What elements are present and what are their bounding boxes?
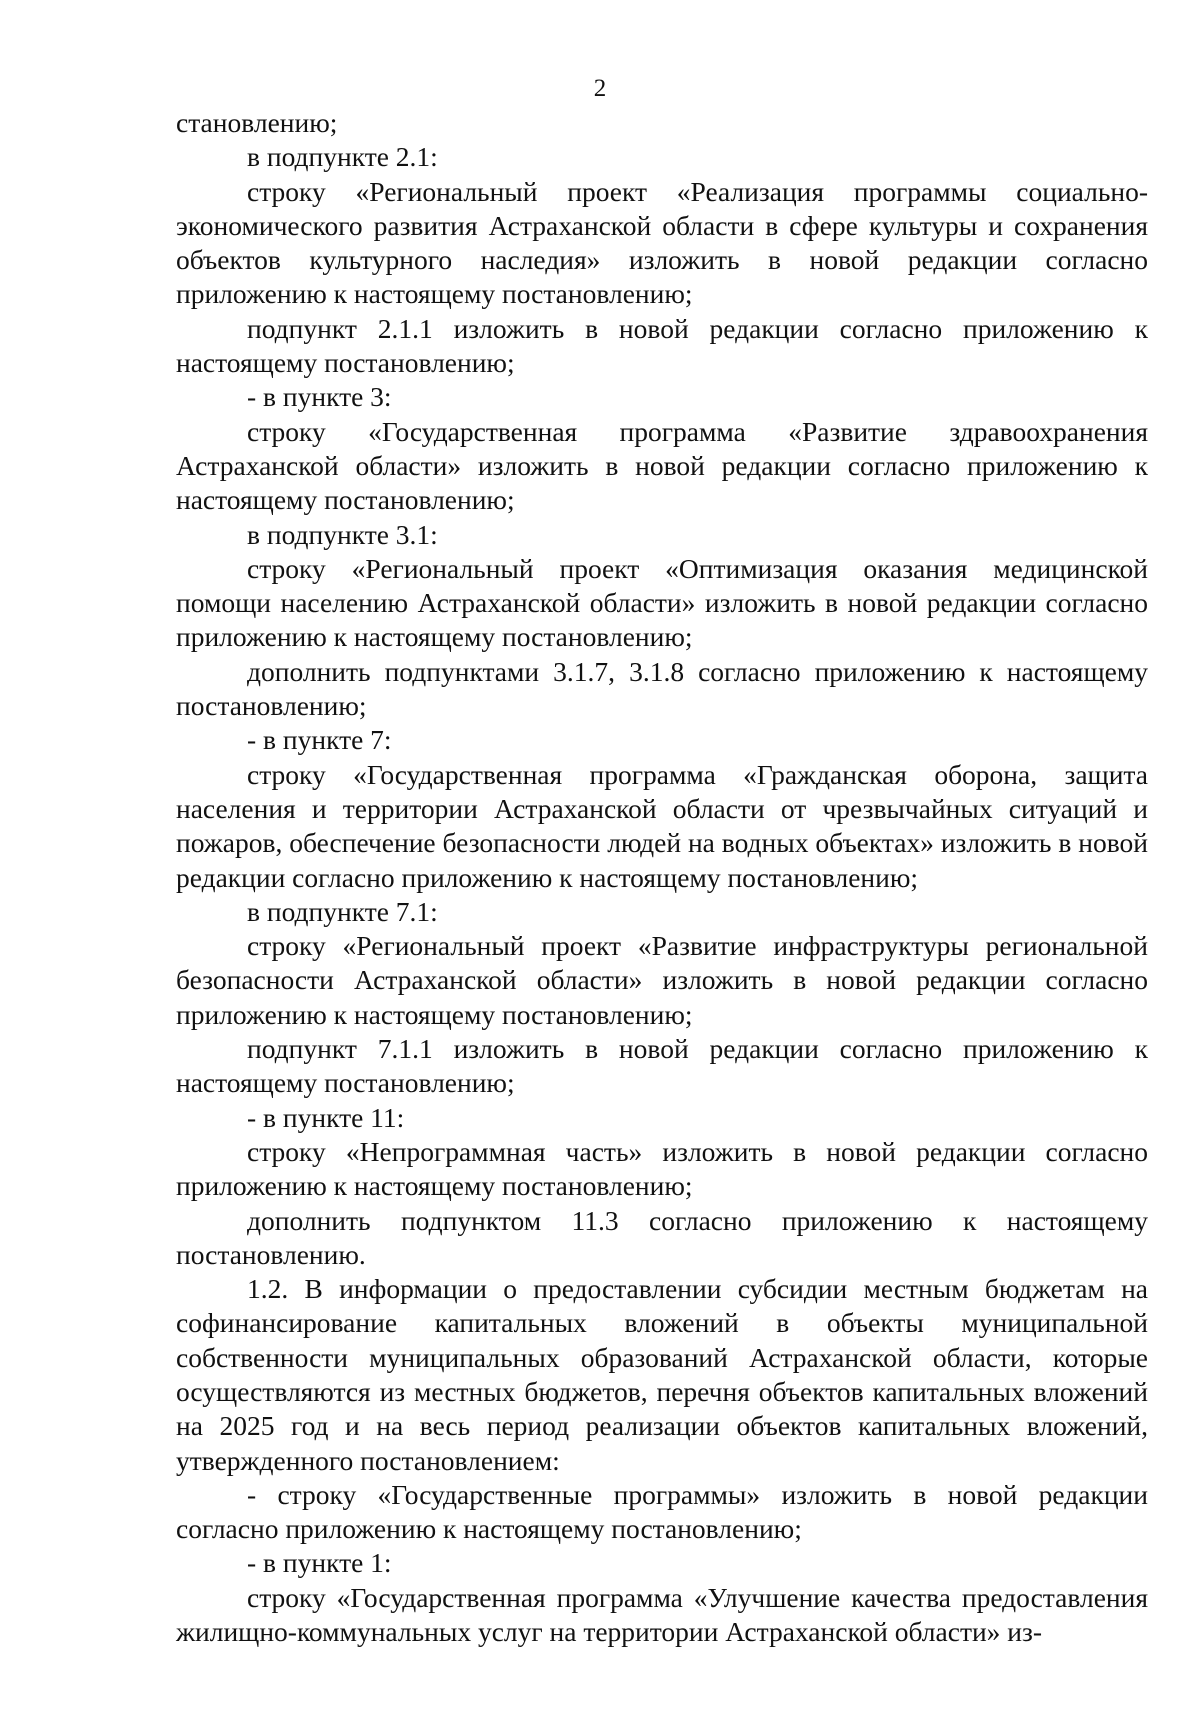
paragraph: строку «Государственная программа «Улучшение качества предоставления жилищно-коммунальных услуг на территории Астраханской области» из- — [176, 1581, 1148, 1648]
paragraph: подпункт 2.1.1 изложить в новой редакции согласно приложению к настоящему постановлению; — [176, 312, 1148, 379]
document-body — [176, 106, 1148, 1649]
paragraph: строку «Региональный проект «Развитие инфраструктуры региональной безопасности Астраханской области» изложить в новой редакции согласно приложению к настоящему постановлению; — [176, 930, 1148, 1030]
paragraph: - строку «Государственные программы» изложить в новой редакции согласно приложению к настоящему постановлению; — [176, 1478, 1148, 1545]
paragraph: - в пункте 1: — [247, 1547, 392, 1579]
paragraph: строку «Государственная программа «Развитие здравоохранения Астраханской области» изложить в новой редакции согласно приложению к настоящему постановлению; — [176, 415, 1148, 516]
paragraph: - в пункте 7: — [247, 724, 392, 756]
paragraph: в подпункте 3.1: — [247, 518, 438, 550]
paragraph: дополнить подпунктом 11.3 согласно приложению к настоящему постановлению. — [176, 1204, 1148, 1270]
paragraph: становлению; — [176, 107, 338, 138]
paragraph: - в пункте 3: — [247, 381, 392, 413]
paragraph: строку «Государственная программа «Гражданская оборона, защита населения и территории Астраханской области от чрезвычайных ситуаций и пожаров, обеспечение безопасности людей на водных объектах» изложить в новой редакции согласно приложению к настоящему постановлению; — [176, 758, 1148, 893]
paragraph: строку «Непрограммная часть» изложить в новой редакции согласно приложению к настоящему постановлению; — [176, 1135, 1148, 1202]
paragraph: 1.2. В информации о предоставлении субсидии местным бюджетам на софинансирование капитальных вложений в объекты муниципальной собственности муниципальных образований Астраханской области, которые осуществляются из местных бюджетов, перечня объектов капитальных вложений на 2025 год и на весь период реализации объектов капитальных вложений, утвержденного постановлением: — [176, 1273, 1148, 1476]
paragraph: строку «Региональный проект «Реализация программы социально-экономического развития Астраханской области в сфере культуры и сохранения объектов культурного наследия» изложить в новой редакции согласно приложению к настоящему постановлению; — [176, 175, 1148, 310]
paragraph: дополнить подпунктами 3.1.7, 3.1.8 согласно приложению к настоящему постановлению; — [176, 655, 1148, 722]
page-number: 2 — [593, 75, 607, 102]
paragraph: в подпункте 7.1: — [247, 895, 438, 927]
paragraph: в подпункте 2.1: — [247, 141, 438, 173]
paragraph: подпункт 7.1.1 изложить в новой редакции согласно приложению к настоящему постановлению; — [176, 1033, 1148, 1099]
paragraph: строку «Региональный проект «Оптимизация оказания медицинской помощи населению Астраханской области» изложить в новой редакции согласно приложению к настоящему постановлению; — [176, 552, 1148, 653]
paragraph: - в пункте 11: — [247, 1101, 405, 1133]
